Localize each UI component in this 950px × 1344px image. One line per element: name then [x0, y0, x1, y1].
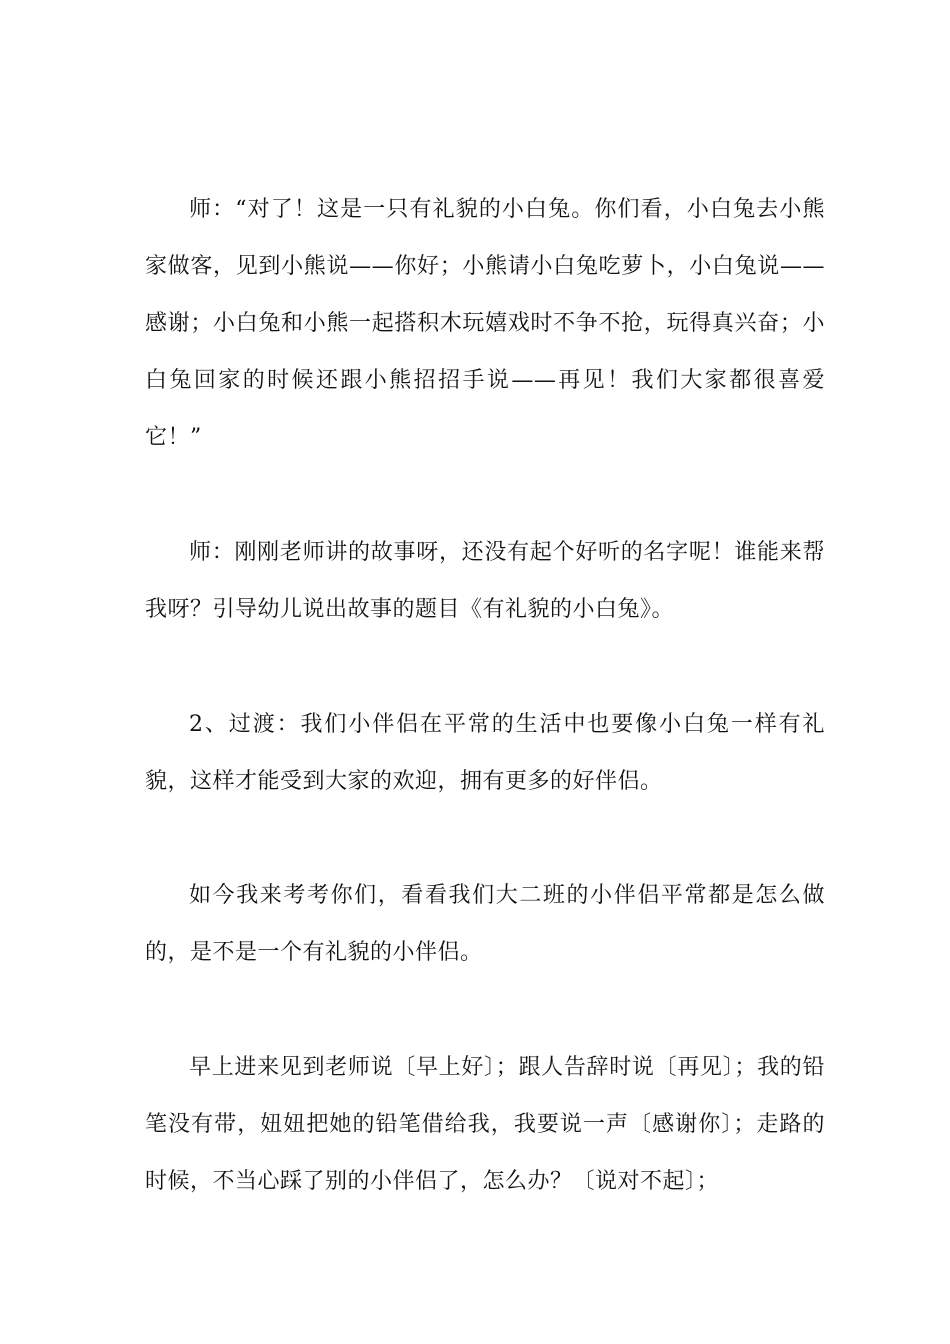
paragraph-quiz-examples: 早上进来见到老师说〔早上好〕；跟人告辞时说〔再见〕；我的铅笔没有带，妞妞把她的铅笔借给我，我要说一声〔感谢你〕；走路的时候，不当心踩了别的小伴侣了，怎么办？〔说对不起〕；	[145, 1055, 825, 1194]
paragraph-transition: 2、过渡：我们小伴侣在平常的生活中也要像小白兔一样有礼貌，这样才能受到大家的欢迎，拥有更多的好伴侣。	[145, 712, 825, 794]
paragraph-quiz-intro: 如今我来考考你们，看看我们大二班的小伴侣平常都是怎么做的，是不是一个有礼貌的小伴侣。	[145, 883, 825, 965]
paragraph-story-title: 师：刚刚老师讲的故事呀，还没有起个好听的名字呢！谁能来帮我呀？引导幼儿说出故事的题目《有礼貌的小白兔》。	[145, 540, 825, 622]
paragraph-story-recap: 师：“对了！这是一只有礼貌的小白兔。你们看，小白兔去小熊家做客，见到小熊说——你好；小熊请小白兔吃萝卜，小白兔说——感谢；小白兔和小熊一起搭积木玩嬉戏时不争不抢，玩得真兴奋；小白兔回家的时候还跟小熊招招手说——再见！我们大家都很喜爱它！”	[145, 197, 825, 450]
